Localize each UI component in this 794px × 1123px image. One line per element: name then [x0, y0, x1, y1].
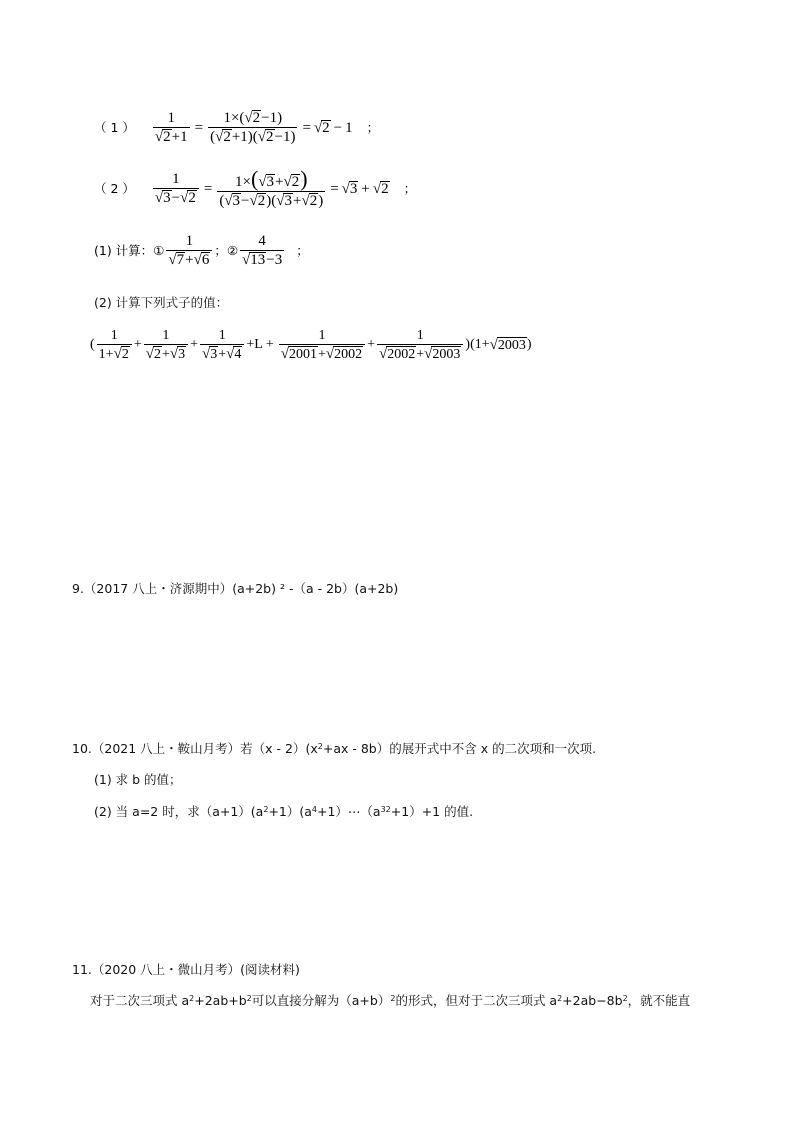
- series-expression: ( 1 1+ √ 2 + 1 √ 2 + √ 3 + 1 √ 3 + √ 4 + L + 1 √ 2001 + √ 2002 + 1 √ 2002 + √ 2003 )(1+ √ 2003 ): [90, 328, 532, 362]
- fraction-1-over-sqrt2-plus-1: 1 √ 2 +1: [154, 110, 188, 145]
- question-10-part-1: (1) 求 b 的值；: [94, 772, 182, 787]
- example-1: （ 1 ） 1 √ 2 +1 = 1×( √ 2 −1) ( √ 2 +1)( √ 2 −1) = √ 2 − 1 ；: [94, 110, 380, 145]
- ellipsis: L: [254, 337, 263, 352]
- example-1-label: （ 1 ）: [94, 120, 135, 135]
- example-2-label: （ 2 ）: [94, 181, 135, 196]
- question-9: 9.（2017 八上・济源期中）(a+2b) ² -（a - 2b）(a+2b): [72, 581, 399, 596]
- question-8-part-2: (2) 计算下列式子的值：: [94, 295, 229, 310]
- question-10-title: 10.（2021 八上・鞍山月考）若$(x - 2)(x^2+ax - 8b)$的展开式中不含 x 的二次项和一次项.: [72, 741, 597, 756]
- example-2: （ 2 ） 1 √ 3 − √ 2 = 1×( √ 3 + √ 2 ) ( √ 3 − √ 2 )( √ 3 + √ 2 ) = √ 3 + √ 2 ；: [94, 166, 417, 209]
- q8-1-sep: ；②: [214, 243, 239, 258]
- q8-1-prefix: (1) 计算：①: [94, 243, 165, 258]
- question-10-part-2: (2) 当 a=2 时，求$(a+1)(a^2+1)(a^4+1)\cdots(a^{32}+1)+1$ 的值.: [94, 804, 474, 819]
- fraction-1-over-sqrt7-plus-sqrt6: 1 √ 7 + √ 6: [166, 233, 212, 269]
- fraction-rationalized-1: 1×( √ 2 −1) ( √ 2 +1)( √ 2 −1): [210, 110, 296, 145]
- q8-1-tail: ；: [296, 243, 309, 258]
- fraction-4-over-sqrt13-minus-3: 4 √ 13 −3: [242, 233, 283, 268]
- question-8-part-1: [94, 233, 309, 269]
- fraction-rationalized-2: 1×( √ 3 + √ 2 ) ( √ 3 − √ 2 )( √ 3 + √ 2 ): [219, 166, 324, 209]
- question-11-body: 对于二次三项式 $a^2+2ab+b^2$可以直接分解为$(a+b)^2$的形式，但对于二次三项式 $a^2+2ab-8b^2$，就不能直: [90, 993, 691, 1008]
- example-2-tail: ；: [403, 181, 417, 196]
- fraction-1-over-sqrt3-minus-sqrt2: 1 √ 3 − √ 2: [153, 171, 199, 207]
- question-11-title: 11.（2020 八上・微山月考）(阅读材料): [72, 962, 300, 977]
- example-1-tail: ；: [366, 120, 380, 135]
